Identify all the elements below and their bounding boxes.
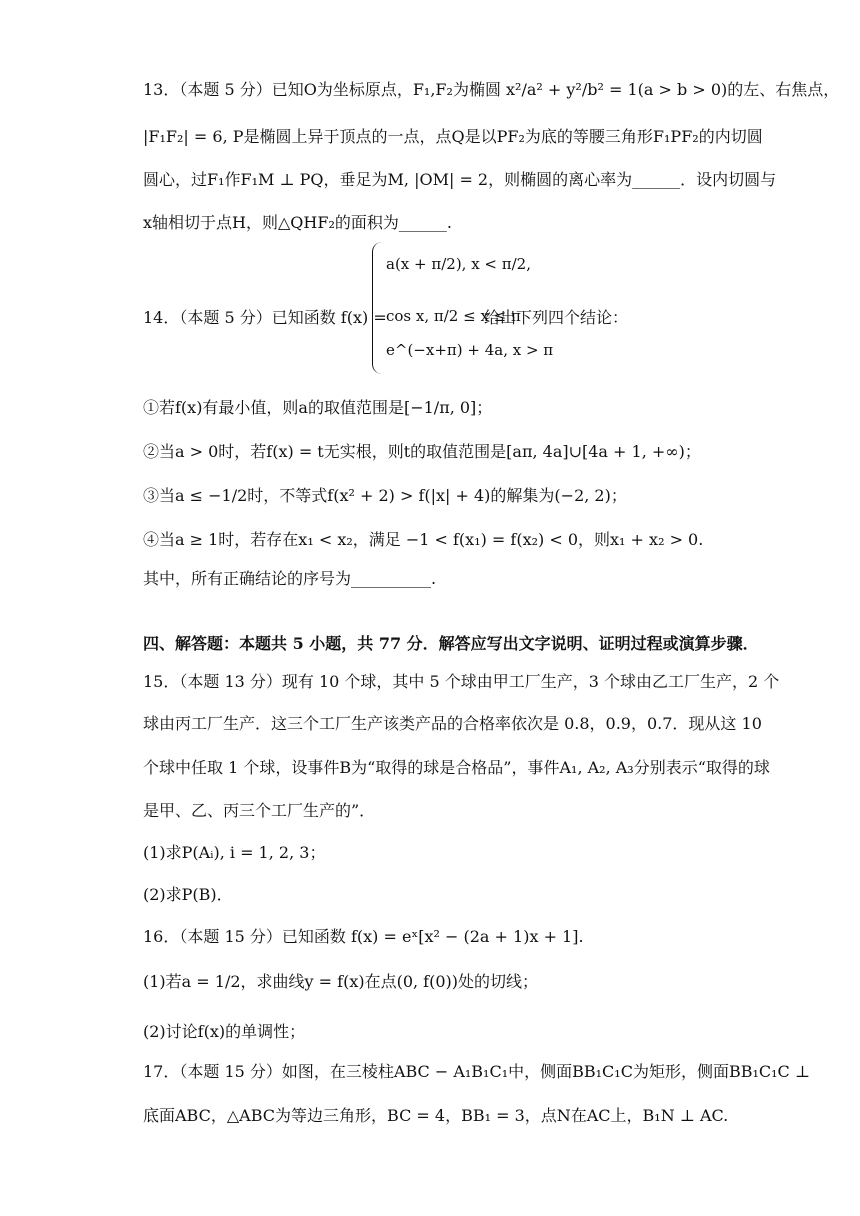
- q15-line-4: 是甲、乙、丙三个工厂生产的”．: [143, 801, 376, 820]
- q17-line-1: 17．（本题 15 分）如图，在三棱柱ABC − A₁B₁C₁中，侧面BB₁C₁C为矩形，侧面BB₁C₁C ⊥: [143, 1062, 810, 1081]
- case-2: cos x, π/2 ≤ x ≤ π: [386, 307, 521, 325]
- q15-line-2: 球由丙工厂生产．这三个工厂生产该类产品的合格率依次是 0.8，0.9，0.7．现从这 10: [143, 714, 762, 733]
- q15-line-3: 个球中任取 1 个球，设事件B为“取得的球是合格品”，事件A₁, A₂, A₃分别表示“取得的球: [143, 758, 770, 777]
- left-brace: [372, 242, 383, 374]
- q14-ask: 其中，所有正确结论的序号为__________.: [143, 569, 437, 588]
- q13-line-4: x轴相切于点H，则△QHF₂的面积为______.: [143, 213, 452, 232]
- case-1: a(x + π/2), x < π/2,: [386, 255, 531, 273]
- q16-line-1: 16．（本题 15 分）已知函数 f(x) = eˣ[x² − (2a + 1)x + 1].: [143, 927, 584, 946]
- q13-line-2: |F₁F₂| = 6, P是椭圆上异于顶点的一点，点Q是以PF₂为底的等腰三角形F₁PF₂的内切圆: [143, 127, 763, 146]
- q13-line-1: 13．（本题 5 分）已知O为坐标原点，F₁,F₂为椭圆 x²/a² + y²/b² = 1(a > b > 0)的左、右焦点，: [143, 80, 840, 99]
- case-3: e^(−x+π) + 4a, x > π: [386, 341, 554, 359]
- q15-part-1: (1)求P(Aᵢ), i = 1, 2, 3；: [143, 843, 326, 862]
- q17-line-2: 底面ABC，△ABC为等边三角形，BC = 4，BB₁ = 3，点N在AC上，B₁N ⊥ AC.: [143, 1106, 729, 1125]
- q16-part-2: (2)讨论f(x)的单调性；: [143, 1022, 306, 1041]
- q14-conclusion-1: ①若f(x)有最小值，则a的取值范围是[−1/π, 0]；: [143, 398, 493, 417]
- q14-tail: 给出下列四个结论：: [484, 308, 629, 327]
- q14-conclusion-2: ②当a > 0时，若f(x) = t无实根，则t的取值范围是[aπ, 4a]∪[4a + 1, +∞)；: [143, 442, 701, 461]
- q15-part-2: (2)求P(B)．: [143, 885, 233, 904]
- q16-part-1: (1)若a = 1/2，求曲线y = f(x)在点(0, f(0))处的切线；: [143, 972, 539, 991]
- section-4-title: 四、解答题：本题共 5 小题，共 77 分．解答应写出文字说明、证明过程或演算步骤．: [143, 634, 759, 653]
- q14-conclusion-4: ④当a ≥ 1时，若存在x₁ < x₂，满足 −1 < f(x₁) = f(x₂) < 0，则x₁ + x₂ > 0.: [143, 530, 704, 549]
- q14-label: 14．（本题 5 分）已知函数 f(x) =: [143, 308, 387, 327]
- q13-line-3: 圆心，过F₁作F₁M ⊥ PQ，垂足为M, |OM| = 2，则椭圆的离心率为______．设内切圆与: [143, 170, 777, 189]
- q14-conclusion-3: ③当a ≤ −1/2时，不等式f(x² + 2) > f(|x| + 4)的解集为(−2, 2)；: [143, 486, 627, 505]
- q15-line-1: 15．（本题 13 分）现有 10 个球，其中 5 个球由甲工厂生产，3 个球由乙工厂生产，2 个: [143, 672, 780, 691]
